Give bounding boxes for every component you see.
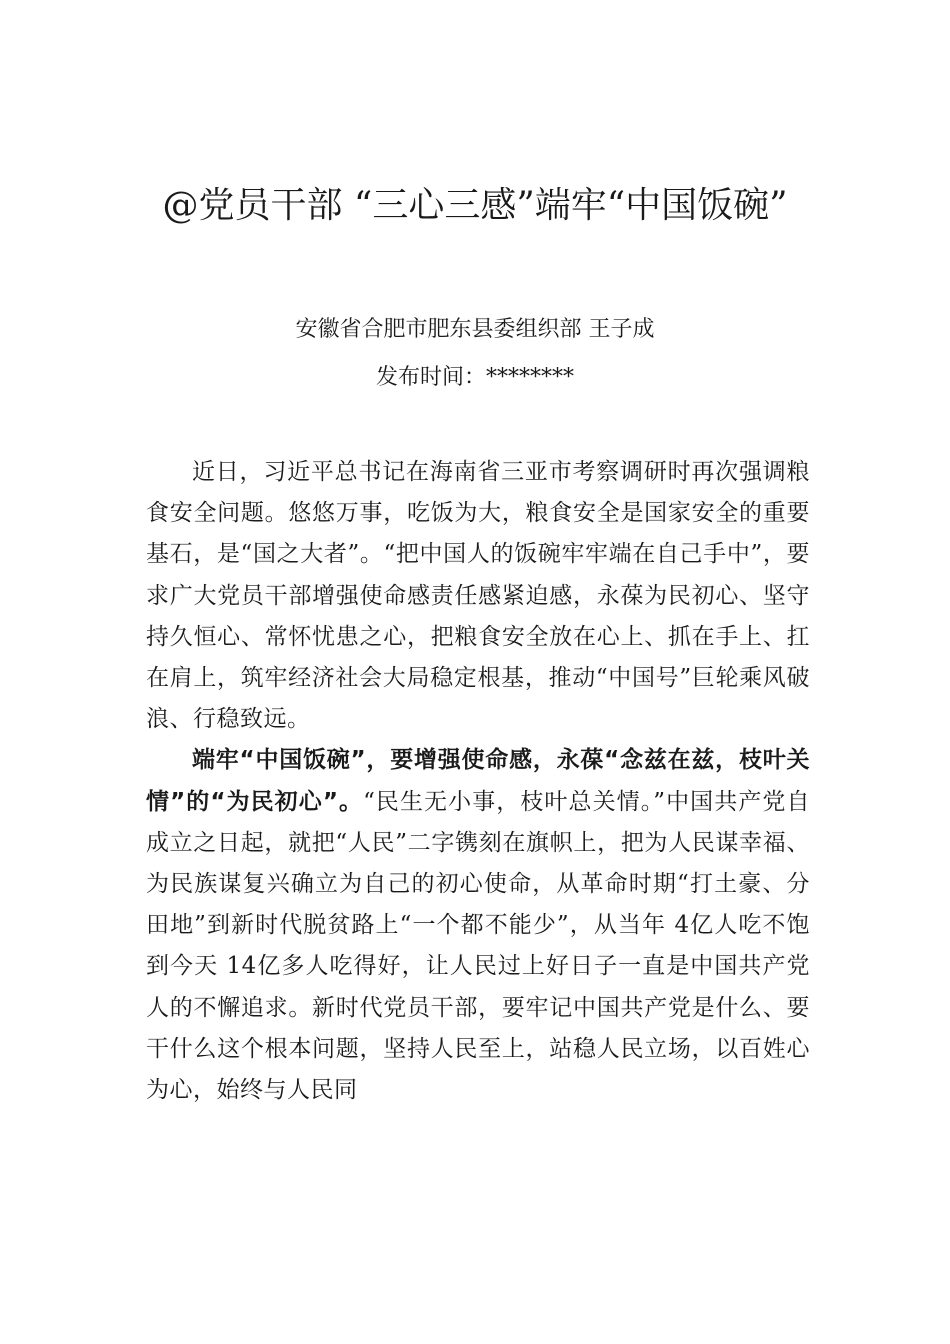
paragraph xyxy=(146,740,810,1111)
paragraph-text: “民生无小事，枝叶总关情。”中国共产党自成立之日起，就把“人民”二字镌刻在旗帜上，把为人民谋幸福、为民族谋复兴确立为自己的初心使命，从革命时期“打土豪、分田地”到新时代脱贫路上“一个都不能少”，从当年 4亿人吃不饱到今天 14亿多人吃得好，让人民过上好日子一直是中国共产党人的不懈追求。新时代党员干部，要牢记中国共产党是什么、要干什么这个根本问题，坚持人民至上，站稳人民立场，以百姓心为心，始终与人民同 xyxy=(146,788,810,1104)
author-line: 安徽省合肥市肥东县委组织部 王子成 xyxy=(295,317,655,342)
publish-date-line xyxy=(0,360,950,391)
publish-value: ******** xyxy=(486,365,574,390)
publish-label: 发布时间： xyxy=(375,365,486,390)
paragraph-text: 近日，习近平总书记在海南省三亚市考察调研时再次强调粮食安全问题。悠悠万事，吃饭为大，粮食安全是国家安全的重要基石，是“国之大者”。“把中国人的饭碗牢牢端在自己手中”，要求广大党员干部增强使命感责任感紧迫感，永葆为民初心、坚守持久恒心、常怀忧患之心，把粮食安全放在心上、抓在手上、扛在肩上，筑牢经济社会大局稳定根基，推动“中国号”巨轮乘风破浪、行稳致远。 xyxy=(146,459,810,733)
article-body xyxy=(146,452,810,1111)
paragraph-lead: 端牢“中国饭碗”，要增强使命感，永葆“念兹在兹，枝叶关情”的“为民初心”。 xyxy=(146,747,810,815)
article-title: @党员干部 “三心三感”端牢“中国饭碗” xyxy=(162,185,788,226)
paragraph xyxy=(146,452,810,740)
